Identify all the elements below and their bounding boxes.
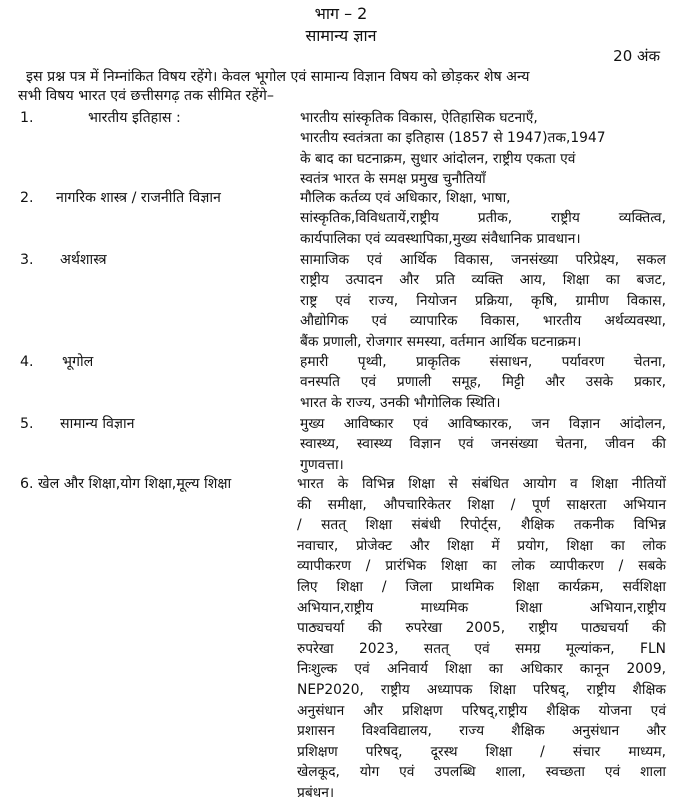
description-line: निःशुल्क एवं अनिवार्य शिक्षा का अधिकार कानून 2009, xyxy=(297,661,666,678)
intro-paragraph xyxy=(18,68,668,106)
topic-subject: भारतीय इतिहास : xyxy=(88,110,181,126)
description-line: हमारी पृथ्वी, प्राकृतिक संसाधन, पर्यावरण चेतना, xyxy=(300,354,666,370)
description-line: बैंक प्रणाली, रोजगार समस्या, वर्तमान आर्थिक घटनाक्रम। xyxy=(300,333,582,350)
description-line: रुपरेखा 2023, सतत् एवं समग्र मूल्यांकन, FLN xyxy=(297,640,666,657)
topic-subject: नागरिक शास्त्र / राजनीति विज्ञान xyxy=(56,190,221,206)
part-heading: भाग – 2 xyxy=(314,4,368,23)
description-line: / सतत् शिक्षा संबंधी रिपोर्ट्स, शैक्षिक तकनीक विभिन्न xyxy=(297,517,666,534)
description-line: भारतीय स्वतंत्रता का इतिहास (1857 से 1947)तक,1947 xyxy=(300,130,606,147)
subject-heading: सामान्य ज्ञान xyxy=(305,26,377,45)
description-line: अनुसंधान और प्रशिक्षण परिषद्,राष्ट्रीय शैक्षिक योजना एवं xyxy=(297,702,666,719)
description-line: राष्ट्रीय उत्पादन और प्रति व्यक्ति आय, शिक्षा का बजट, xyxy=(300,272,666,289)
intro-line: इस प्रश्न पत्र में निम्नांकित विषय रहेंगे। केवल भूगोल एवं सामान्य विज्ञान विषय को छोड़कर शेष अन्य xyxy=(26,69,530,85)
description-line: मौलिक कर्तव्य एवं अधिकार, शिक्षा, भाषा, xyxy=(300,190,511,206)
description-line: भारत के विभिन्न शिक्षा से संबंधित आयोग व शिक्षा नीतियों xyxy=(297,476,666,492)
topic-description xyxy=(300,352,666,413)
description-line: पाठ्यचर्या की रुपरेखा 2005, राष्ट्रीय पाठ्यचर्या की xyxy=(297,620,666,637)
description-line: व्यापीकरण / प्रारंभिक शिक्षा का लोक व्यापीकरण / सबके xyxy=(297,558,666,575)
topic-number: 5. xyxy=(20,416,34,432)
topic-subject: खेल और शिक्षा,योग शिक्षा,मूल्य शिक्षा xyxy=(38,476,232,492)
topic-number: 4. xyxy=(20,354,34,370)
description-line: गुणवत्ता। xyxy=(300,456,344,473)
description-line: नवाचार, प्रोजेक्ट और शिक्षा में प्रयोग, शिक्षा का लोक xyxy=(297,537,666,554)
description-line: सांस्कृतिक,विविधतायें,राष्ट्रीय प्रतीक, राष्ट्रीय व्यक्तित्व, xyxy=(300,210,666,227)
topic-subject: अर्थशास्त्र xyxy=(60,252,107,268)
intro-line: सभी विषय भारत एवं छत्तीसगढ़ तक सीमित रहेंगे– xyxy=(18,88,274,104)
description-line: खेलकूद, योग एवं उपलब्धि शाला, स्वच्छता एवं शाला xyxy=(297,764,666,781)
topic-number: 3. xyxy=(20,252,34,268)
description-line: औद्योगिक एवं व्यापारिक विकास, भारतीय अर्थव्यवस्था, xyxy=(300,313,666,330)
topic-subject: भूगोल xyxy=(62,354,94,370)
description-line: भारतीय सांस्कृतिक विकास, ऐतिहासिक घटनाएँ, xyxy=(300,110,538,126)
description-line: प्रशासन विश्वविद्यालय, राज्य शैक्षिक अनुसंधान और xyxy=(297,723,666,740)
description-line: अभियान,राष्ट्रीय माध्यमिक शिक्षा अभियान,राष्ट्रीय xyxy=(297,599,666,616)
description-line: कार्यपालिका एवं व्यवस्थापिका,मुख्य संवैधानिक प्रावधान। xyxy=(300,230,581,247)
topic-description xyxy=(300,188,666,249)
description-line: भारत के राज्य, उनकी भौगोलिक स्थिति। xyxy=(300,394,501,411)
topic-number: 1. xyxy=(20,110,34,126)
description-line: राष्ट्र एवं राज्य, नियोजन प्रक्रिया, कृषि, ग्रामीण विकास, xyxy=(300,292,666,309)
description-line: स्वास्थ्य, स्वास्थ्य विज्ञान एवं जनसंख्या चेतना, जीवन की xyxy=(300,436,666,453)
topic-number: 6. xyxy=(20,476,34,492)
topic-description xyxy=(297,474,666,804)
description-line: सामाजिक एवं आर्थिक विकास, जनसंख्या परिप्रेक्ष्य, सकल xyxy=(300,252,666,268)
description-line: वनस्पति एवं प्रणाली समूह, मिट्टी और उसके प्रकार, xyxy=(300,374,666,391)
description-line: NEP2020, राष्ट्रीय अध्यापक शिक्षा परिषद्, राष्ट्रीय शैक्षिक xyxy=(297,681,666,698)
marks-label: 20 अंक xyxy=(613,47,660,65)
topic-subject: सामान्य विज्ञान xyxy=(60,416,135,432)
description-line: की समीक्षा, औपचारिकेतर शिक्षा / पूर्ण साक्षरता अभियान xyxy=(297,496,666,513)
description-line: के बाद का घटनाक्रम, सुधार आंदोलन, राष्ट्रीय एकता एवं xyxy=(300,150,576,167)
description-line: लिए शिक्षा / जिला प्राथमिक शिक्षा कार्यक्रम, सर्वशिक्षा xyxy=(297,578,666,595)
topic-description xyxy=(300,250,666,352)
description-line: प्रशिक्षण परिषद्, दूरस्थ शिक्षा / संचार माध्यम, xyxy=(297,743,666,760)
description-line: प्रबंधन। xyxy=(297,784,335,801)
description-line: स्वतंत्र भारत के समक्ष प्रमुख चुनौतियाँ xyxy=(300,171,486,188)
topic-number: 2. xyxy=(20,190,34,206)
topic-description xyxy=(300,108,666,190)
description-line: मुख्य आविष्कार एवं आविष्कारक, जन विज्ञान आंदोलन, xyxy=(300,416,666,432)
topic-description xyxy=(300,414,666,475)
